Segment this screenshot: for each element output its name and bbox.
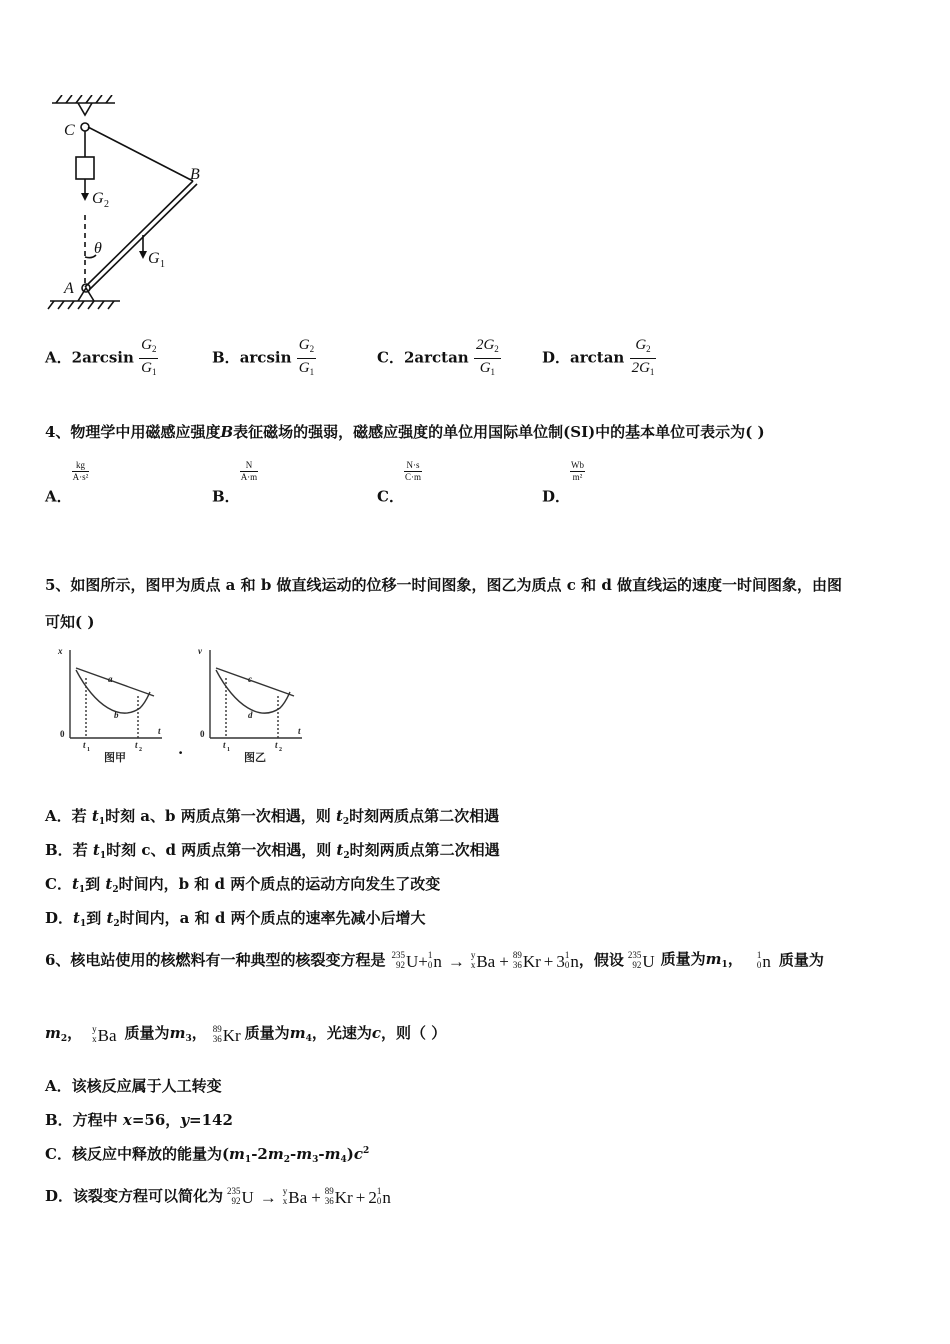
pulley-c xyxy=(81,123,89,131)
q3-option-a[interactable] xyxy=(45,336,158,381)
axis-x-label: x xyxy=(58,646,63,656)
q4-stem: 4、物理学中用磁感应强度B表征磁场的强弱，磁感应强度的单位用国际单位制(SI)中的基本单位可表示为( ) xyxy=(45,423,765,441)
origin-label: 0 xyxy=(60,729,65,739)
label-b: B xyxy=(190,166,200,183)
nuclide-ba: y x Ba xyxy=(92,1024,117,1045)
t1-label: t xyxy=(83,740,86,750)
q5-option-a[interactable]: A．若 $t_1$时刻 a、b 两质点第一次相遇，则 $t_2$时刻两质点第二次相遇 xyxy=(45,807,500,827)
curve-c-label: c xyxy=(248,674,252,684)
q6-option-b[interactable]: B．方程中 x=56，y=142 xyxy=(45,1111,233,1129)
option-letter: A． xyxy=(45,348,72,367)
q3-option-b[interactable] xyxy=(212,336,316,381)
graph-yi xyxy=(190,644,306,766)
option-letter: D． xyxy=(542,348,571,367)
q4-option-d[interactable]: D． $\frac{Wb}{\text{m²}}$ xyxy=(542,460,585,506)
q5-option-b[interactable]: B．若 $t_1$时刻 c、d 两质点第一次相遇，则 $t_2$时刻两质点第二次相遇 xyxy=(45,841,500,861)
fraction: $\frac{G_2}{G_1}$ xyxy=(298,337,315,377)
q4-option-a[interactable]: A． $\frac{kg}{\text{A·s²}}$ xyxy=(45,460,89,506)
curve-d-label: d xyxy=(248,710,253,720)
g2-arrow-head xyxy=(81,193,89,201)
nuclide-ba: y x Ba xyxy=(470,950,496,971)
nuclide-n: 1 0 n xyxy=(427,950,442,971)
label-g2-sub: 2 xyxy=(104,199,109,210)
option-letter: C． xyxy=(377,348,404,367)
q5-option-d[interactable]: D．$t_1$到 $t_2$时间内，a 和 d 两个质点的速率先减小后增大 xyxy=(45,909,426,929)
axis-v-label: v xyxy=(198,646,202,656)
option-func: arctan xyxy=(570,348,625,367)
q4-option-c[interactable]: C． $\frac{N\cdot s}{C\cdot m}$ xyxy=(377,460,421,506)
graph-dot: · xyxy=(178,744,184,762)
svg-text:2: 2 xyxy=(139,747,142,753)
fraction: $\frac{G_2}{2G_1}$ xyxy=(631,337,655,377)
t1-label: t xyxy=(223,740,226,750)
label-g1: G xyxy=(148,250,160,267)
svg-text:1: 1 xyxy=(87,747,90,753)
nuclide-u: 235 92 U xyxy=(391,950,419,971)
q5-stem-line1: 5、如图所示，图甲为质点 a 和 b 做直线运动的位移一时间图象，图乙为质点 c 和 d 做直线运的速度一时间图象，由图 xyxy=(45,576,843,594)
q4-option-b[interactable]: B． $\frac{N}{A\cdot m}$ xyxy=(212,460,258,506)
nuclide-kr: 89 36 Kr xyxy=(212,1024,241,1045)
option-func: 2arctan xyxy=(403,348,469,367)
label-g2: G xyxy=(92,190,104,207)
rope-cb xyxy=(88,127,193,181)
g1-arrow-head xyxy=(139,251,147,259)
axis-t-label: t xyxy=(298,726,301,736)
label-g1-sub: 1 xyxy=(160,259,165,270)
option-letter: B． xyxy=(212,348,240,367)
label-c: C xyxy=(64,122,75,139)
q6-option-a[interactable]: A．该核反应属于人工转变 xyxy=(45,1077,222,1095)
q6-stem-line2: $m_2$， y x Ba 质量为$m_3$， 89 36 Kr 质量为$m_4$，光速为c，则（ ） xyxy=(45,1024,447,1045)
weight-block xyxy=(76,157,94,179)
q3-option-d[interactable] xyxy=(542,336,656,381)
q6-option-d[interactable]: D．该裂变方程可以简化为 235 92 U → y x Ba + 89 36 Kr + 2 1 0 n xyxy=(45,1186,391,1207)
fraction: $\frac{G_2}{G_1}$ xyxy=(141,337,157,377)
unit-fraction: $\frac{N\cdot s}{C\cdot m}$ xyxy=(404,460,421,482)
q5-option-c[interactable]: C．$t_1$到 $t_2$时间内，b 和 d 两个质点的运动方向发生了改变 xyxy=(45,875,441,895)
axis-t-label: t xyxy=(158,726,161,736)
curve-a-label: a xyxy=(108,674,113,684)
nuclide-ba: y x Ba xyxy=(282,1186,308,1207)
t2-label: t xyxy=(135,740,138,750)
svg-text:2: 2 xyxy=(279,747,282,753)
graph-jia xyxy=(50,644,166,766)
curve-b-label: b xyxy=(114,710,119,720)
nuclide-kr: 89 36 Kr xyxy=(324,1186,353,1207)
nuclide-n: 1 0 n xyxy=(756,950,771,971)
unit-fraction: $\frac{kg}{\text{A·s²}}$ xyxy=(72,460,89,482)
nuclide-n: 1 0 n xyxy=(564,950,579,971)
q5-stem-line2: 可知( ) xyxy=(45,613,95,631)
nuclide-kr: 89 36 Kr xyxy=(512,950,541,971)
arrow-icon: → xyxy=(259,1188,277,1207)
nuclide-n: 1 0 n xyxy=(376,1186,391,1207)
nuclide-u: 235 92 U xyxy=(627,950,655,971)
origin-label: 0 xyxy=(200,729,205,739)
q3-option-c[interactable] xyxy=(377,336,501,381)
fraction: $\frac{2G_2}{G_1}$ xyxy=(475,337,499,377)
t2-label: t xyxy=(275,740,278,750)
label-a: A xyxy=(64,280,74,297)
arrow-icon: → xyxy=(447,952,465,971)
option-func: arcsin xyxy=(239,348,292,367)
pulley-mount xyxy=(78,103,92,115)
unit-fraction: $\frac{Wb}{\text{m²}}$ xyxy=(571,460,585,482)
caption-jia: 图甲 xyxy=(104,752,126,764)
label-theta: θ xyxy=(94,240,102,257)
q6-stem-line1: 6、核电站使用的核燃料有一种典型的核裂变方程是 235 92 U + 1 0 n → y x Ba + 89 36 Kr + 3 1 0 n ，假设 235 92 U 质量为$m_1$， 1 0 n 质量为 xyxy=(45,950,824,971)
figure-rod-rope xyxy=(40,95,220,325)
svg-text:1: 1 xyxy=(227,747,230,753)
caption-yi: 图乙 xyxy=(244,752,266,764)
option-func: 2arcsin xyxy=(71,348,134,367)
q6-option-c[interactable]: C．核反应中释放的能量为$(m_1-2m_2-m_3-m_4)c^2$ xyxy=(45,1145,370,1165)
unit-fraction: $\frac{N}{A\cdot m}$ xyxy=(240,460,258,482)
nuclide-u: 235 92 U xyxy=(227,1186,254,1207)
